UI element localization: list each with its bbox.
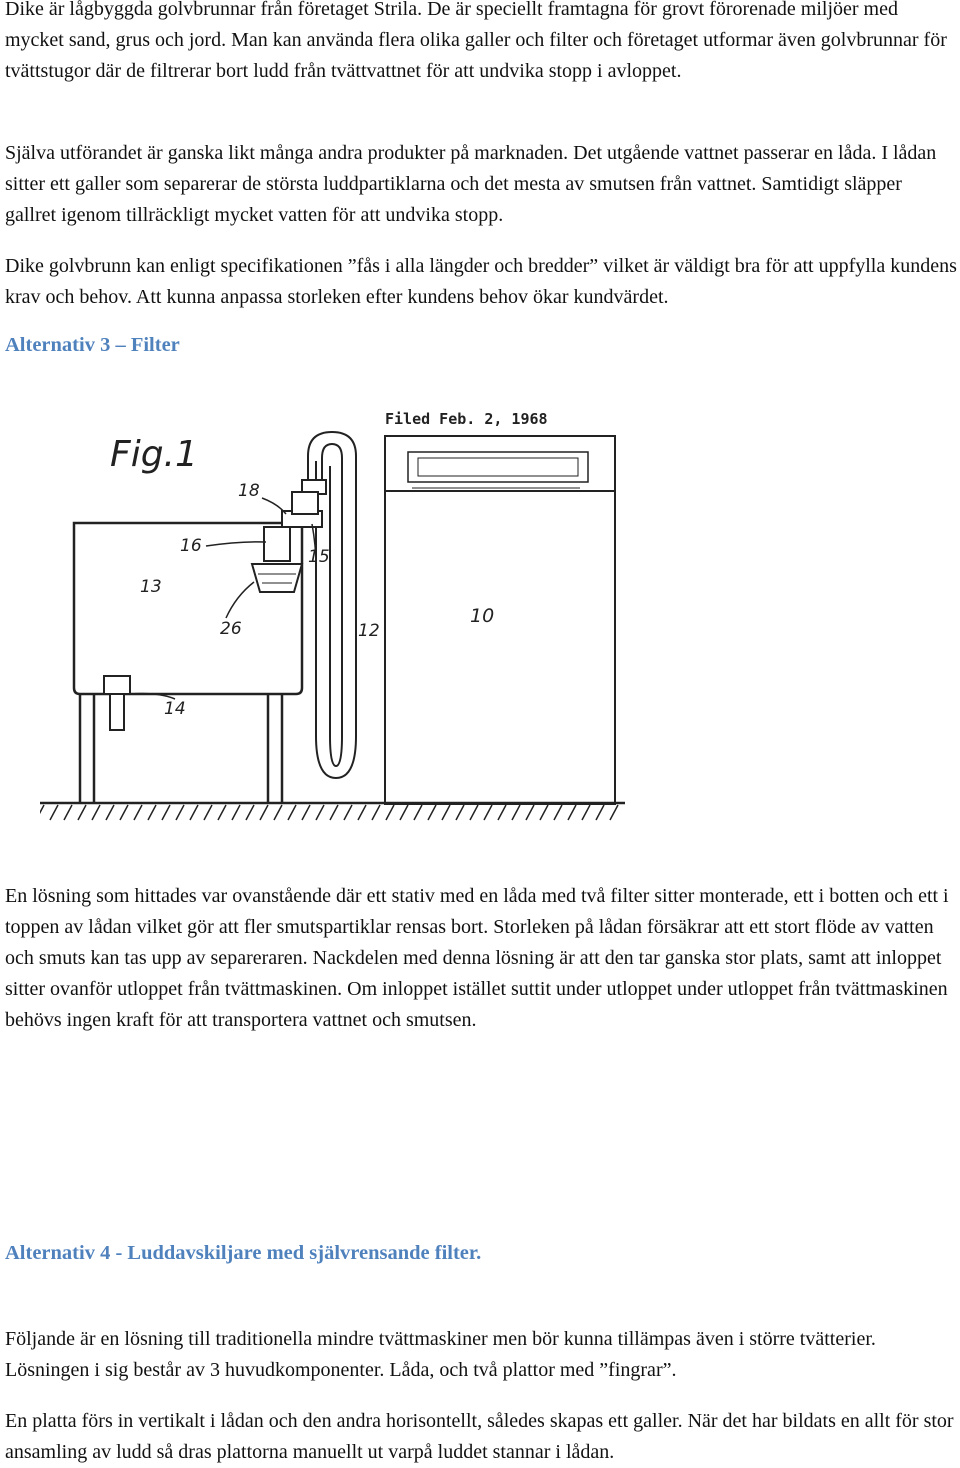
- components-paragraph: Följande är en lösning till traditionella mindre tvättmaskiner men bör kunna tillämpas även i större tvätterier. Lösningen i sig består av 3 huvudkomponenter. Låda, och två plattor med ”fingrar”.: [5, 1328, 876, 1381]
- floor-hatch-line: [274, 805, 282, 820]
- floor-hatch-line: [64, 805, 72, 820]
- label-26: 26: [220, 619, 242, 639]
- heading-alternativ-3: Alternativ 3 – Filter: [5, 334, 180, 356]
- heading-alternativ-4: Alternativ 4 - Luddavskiljare med självrensande filter.: [5, 1242, 482, 1264]
- floor-hatch-line: [232, 805, 240, 820]
- label-18: 18: [238, 481, 260, 501]
- floor-hatch-line: [358, 805, 366, 820]
- floor-hatch-line: [386, 805, 394, 820]
- floor-hatch-line: [260, 805, 268, 820]
- floor-hatch-line: [316, 805, 324, 820]
- floor-hatch-line: [176, 805, 184, 820]
- washing-machine: [385, 436, 615, 804]
- label-16: 16: [180, 536, 202, 556]
- description-paragraph: Själva utförandet är ganska likt många andra produkter på marknaden. Det utgående vattnet passerar en låda. I lådan sitter ett galler som separerar de största luddpartiklarna och det mesta av smutsen från vattnet. Samtidigt släpper gallret igenom tillräckligt mycket vatten för att undvika stopp.: [5, 142, 937, 226]
- floor-hatch-line: [372, 805, 380, 820]
- bottom-outlet: [104, 676, 130, 730]
- floor-hatch-line: [442, 805, 450, 820]
- floor-hatch-line: [78, 805, 86, 820]
- floor-hatch-line: [582, 805, 590, 820]
- label-12: 12: [358, 621, 380, 641]
- floor-hatch-line: [428, 805, 436, 820]
- floor-hatch-line: [288, 805, 296, 820]
- floor-hatch-line: [40, 805, 44, 820]
- floor-hatch-line: [512, 805, 520, 820]
- floor-hatch-line: [470, 805, 478, 820]
- upper-filter: [252, 480, 326, 592]
- floor-hatch-line: [148, 805, 156, 820]
- floor-hatch-line: [456, 805, 464, 820]
- filed-date: Filed Feb. 2, 1968: [385, 410, 548, 428]
- floor-hatch-line: [92, 805, 100, 820]
- patent-figure: [40, 396, 640, 836]
- floor-hatch-line: [526, 805, 534, 820]
- spec-paragraph: Dike golvbrunn kan enligt specifikationen ”fås i alla längder och bredder” vilket är väldigt bra för att uppfylla kundens krav och behov. Att kunna anpassa storleken efter kundens behov ökar kundvärdet.: [5, 255, 957, 308]
- floor-hatch-line: [540, 805, 548, 820]
- floor-hatch-line: [568, 805, 576, 820]
- floor-hatch-line: [162, 805, 170, 820]
- floor: [40, 803, 625, 820]
- floor-hatch-line: [344, 805, 352, 820]
- floor-hatch-line: [414, 805, 422, 820]
- floor-hatch-line: [400, 805, 408, 820]
- floor-hatch-line: [596, 805, 604, 820]
- floor-hatch-line: [246, 805, 254, 820]
- floor-hatch-line: [330, 805, 338, 820]
- label-15: 15: [308, 547, 330, 567]
- label-13: 13: [140, 577, 162, 597]
- floor-hatch-line: [484, 805, 492, 820]
- floor-hatch-line: [50, 805, 58, 820]
- floor-hatch-line: [302, 805, 310, 820]
- floor-hatch-line: [218, 805, 226, 820]
- floor-hatch-line: [134, 805, 142, 820]
- floor-hatch-line: [106, 805, 114, 820]
- floor-hatch-line: [190, 805, 198, 820]
- fig-label: Fig.1: [110, 434, 198, 475]
- floor-hatch-line: [610, 805, 618, 820]
- floor-hatch-line: [120, 805, 128, 820]
- intro-paragraph: Dike är lågbyggda golvbrunnar från företaget Strila. De är speciellt framtagna för grovt förorenade miljöer med mycket sand, grus och jord. Man kan använda flera olika galler och filter och företaget utformar även golvbrunnar för tvättstugor där de filtrerar bort ludd från tvättvattnet för att undvika stopp i avloppet.: [5, 0, 947, 82]
- label-14: 14: [164, 699, 186, 719]
- solution-paragraph: En lösning som hittades var ovanstående där ett stativ med en låda med två filter sitter monterade, ett i botten och ett i toppen av lådan vilket gör att fler smutspartiklar rensas bort. Storleken på lådan försäkrar att ett stort flöde av vatten och smuts kan tas upp av separeraren. Nackdelen med denna lösning är att den tar ganska stor plats, samt att inloppet sitter ovanför utloppet från tvättmaskinen. Om inloppet istället suttit under utloppet under utloppet från tvättmaskinen behövs ingen kraft för att transportera vattnet och smutsen.: [5, 885, 949, 1031]
- label-10: 10: [470, 605, 495, 627]
- floor-hatch-line: [554, 805, 562, 820]
- floor-hatch-line: [498, 805, 506, 820]
- plates-paragraph: En platta förs in vertikalt i lådan och den andra horisontellt, således skapas ett galler. När det har bildats en allt för stor ansamling av ludd så dras plattorna manuellt ut varpå luddet stannar i lådan.: [5, 1410, 954, 1463]
- floor-hatch-line: [204, 805, 212, 820]
